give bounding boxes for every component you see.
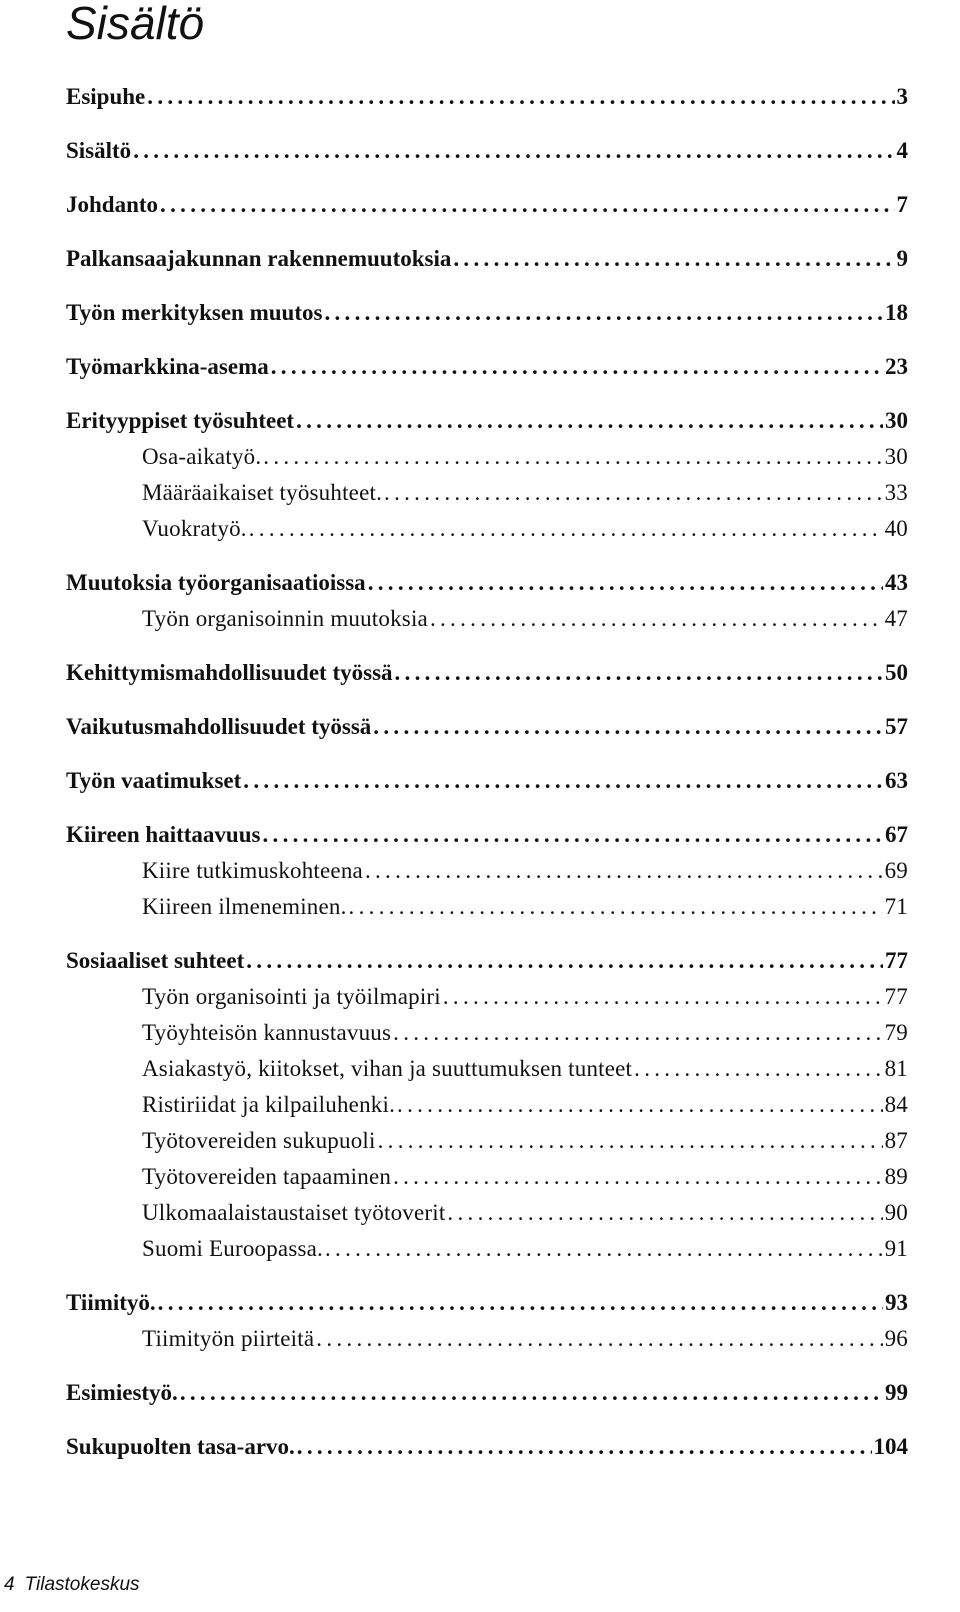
toc-entry-page: 77	[885, 948, 908, 973]
toc-entry[interactable]	[66, 408, 908, 442]
toc-entry-page: 99	[885, 1380, 908, 1405]
toc-entry-page: 4	[896, 138, 908, 163]
toc-subentry[interactable]	[66, 1128, 908, 1162]
dot-leader	[397, 1092, 883, 1118]
footer-page-number: 4	[4, 1574, 15, 1595]
toc-entry[interactable]	[66, 1434, 908, 1468]
toc-subentry[interactable]	[66, 1200, 908, 1234]
toc-entry-page: 77	[884, 984, 908, 1009]
toc-entry-page: 69	[884, 858, 908, 883]
toc-entry-title: Erityyppiset työsuhteet	[66, 408, 295, 433]
toc-entry[interactable]	[66, 138, 908, 172]
dot-leader	[246, 948, 883, 974]
toc-entry-title: Suomi Euroopassa.	[142, 1236, 323, 1261]
footer-publisher: Tilastokeskus	[24, 1574, 140, 1595]
toc-subentry[interactable]	[66, 1020, 908, 1054]
dot-leader	[249, 516, 883, 542]
dot-leader	[430, 606, 883, 632]
toc-entry-page: 30	[885, 408, 908, 433]
dot-leader	[365, 858, 883, 884]
toc-subentry[interactable]	[66, 1236, 908, 1270]
dot-leader	[393, 1020, 882, 1046]
dot-leader	[453, 246, 894, 272]
dot-leader	[443, 984, 883, 1010]
dot-leader	[262, 822, 883, 848]
toc-entry-page: 63	[885, 768, 908, 793]
dot-leader	[160, 192, 894, 218]
toc-entry-page: 96	[884, 1326, 908, 1351]
toc-entry[interactable]	[66, 768, 908, 802]
toc-entry-title: Esimiestyö.	[66, 1380, 178, 1405]
dot-leader	[373, 714, 883, 740]
toc-subentry[interactable]	[66, 858, 908, 892]
toc-entry-title: Työmarkkina-asema	[66, 354, 269, 379]
toc-entry-title: Palkansaajakunnan rakennemuutoksia	[66, 246, 452, 271]
toc-entry[interactable]	[66, 660, 908, 694]
toc-entry-page: 3	[896, 84, 908, 109]
toc-entry[interactable]	[66, 714, 908, 748]
toc-entry-page: 93	[885, 1290, 908, 1315]
dot-leader	[325, 1236, 883, 1262]
toc-subentry[interactable]	[66, 1056, 908, 1090]
dot-leader	[243, 768, 883, 794]
dot-leader	[147, 84, 894, 110]
toc-entry-title: Työn organisointi ja työilmapiri	[142, 984, 441, 1009]
toc-entry[interactable]	[66, 354, 908, 388]
toc-entry-title: Asiakastyö, kiitokset, vihan ja suuttumuksen tunteet	[142, 1056, 633, 1081]
toc-entry-page: 33	[884, 480, 908, 505]
toc-entry-title: Kiire tutkimuskohteena	[142, 858, 363, 883]
dot-leader	[393, 1164, 883, 1190]
dot-leader	[263, 444, 882, 470]
toc-entry-page: 67	[885, 822, 908, 847]
toc-subentry[interactable]	[66, 1164, 908, 1198]
toc-entry-title: Esipuhe	[66, 84, 146, 109]
dot-leader	[133, 138, 894, 164]
toc-entry-page: 30	[884, 444, 908, 469]
toc-entry-page: 104	[873, 1434, 908, 1459]
dot-leader	[447, 1200, 882, 1226]
toc-entry-page: 90	[884, 1200, 908, 1225]
toc-subentry[interactable]	[66, 1092, 908, 1126]
toc-entry-title: Osa-aikatyö.	[142, 444, 262, 469]
toc-entry-title: Muutoksia työorganisaatioissa	[66, 570, 366, 595]
dot-leader	[158, 1290, 883, 1316]
toc-entry-page: 87	[884, 1128, 908, 1153]
page-title: Sisältö	[66, 0, 205, 49]
dot-leader	[368, 570, 883, 596]
toc-entry-title: Työn vaatimukset	[66, 768, 242, 793]
dot-leader	[634, 1056, 882, 1082]
toc-entry-page: 18	[885, 300, 908, 325]
dot-leader	[316, 1326, 882, 1352]
toc-entry[interactable]	[66, 948, 908, 982]
toc-entry-title: Työyhteisön kannustavuus	[142, 1020, 392, 1045]
toc-entry-page: 9	[896, 246, 908, 271]
dot-leader	[349, 894, 883, 920]
toc-entry[interactable]	[66, 1290, 908, 1324]
toc-entry-title: Sisältö	[66, 138, 132, 163]
toc-entry-title: Tiimityön piirteitä	[142, 1326, 315, 1351]
toc-subentry[interactable]	[66, 480, 908, 514]
toc-entry-title: Kiireen haittaavuus	[66, 822, 261, 847]
toc-subentry[interactable]	[66, 1326, 908, 1360]
toc-entry-title: Vuokratyö.	[142, 516, 247, 541]
toc-entry[interactable]	[66, 822, 908, 856]
toc-entry-page: 40	[884, 516, 908, 541]
toc-entry-page: 84	[884, 1092, 908, 1117]
toc-entry-page: 47	[884, 606, 908, 631]
toc-entry-title: Työtovereiden tapaaminen	[142, 1164, 392, 1189]
toc-entry-page: 43	[885, 570, 908, 595]
toc-entry-page: 79	[884, 1020, 908, 1045]
toc-entry-page: 89	[884, 1164, 908, 1189]
toc-entry-title: Tiimityö.	[66, 1290, 156, 1315]
toc-entry[interactable]	[66, 300, 908, 334]
toc-entry-title: Työtovereiden sukupuoli	[142, 1128, 376, 1153]
toc-entry[interactable]	[66, 84, 908, 118]
toc-entry-page: 50	[885, 660, 908, 685]
toc-entry-title: Määräaikaiset työsuhteet.	[142, 480, 383, 505]
toc-entry-title: Sosiaaliset suhteet	[66, 948, 245, 973]
toc-subentry[interactable]	[66, 444, 908, 478]
toc-subentry[interactable]	[66, 606, 908, 640]
toc-entry[interactable]	[66, 192, 908, 226]
dot-leader	[378, 1128, 883, 1154]
toc-entry-page: 23	[885, 354, 908, 379]
toc-entry-page: 81	[884, 1056, 908, 1081]
page-footer	[4, 1574, 140, 1596]
toc-subentry[interactable]	[66, 516, 908, 550]
toc-entry-title: Ulkomaalaistaustaiset työtoverit	[142, 1200, 446, 1225]
toc-entry[interactable]	[66, 246, 908, 280]
toc-entry-page: 91	[884, 1236, 908, 1261]
toc-entry-title: Ristiriidat ja kilpailuhenki.	[142, 1092, 396, 1117]
dot-leader	[384, 480, 883, 506]
toc-entry-page: 71	[884, 894, 908, 919]
toc-subentry[interactable]	[66, 894, 908, 928]
dot-leader	[324, 300, 883, 326]
toc-subentry[interactable]	[66, 984, 908, 1018]
toc-entry-title: Sukupuolten tasa-arvo.	[66, 1434, 295, 1459]
dot-leader	[180, 1380, 883, 1406]
toc-entry-title: Työn merkityksen muutos	[66, 300, 323, 325]
dot-leader	[271, 354, 883, 380]
toc-entry-title: Työn organisoinnin muutoksia	[142, 606, 428, 631]
toc-entry-page: 7	[896, 192, 908, 217]
toc-entry[interactable]	[66, 1380, 908, 1414]
toc-entry[interactable]	[66, 570, 908, 604]
toc-entry-title: Kiireen ilmeneminen.	[142, 894, 347, 919]
dot-leader	[395, 660, 883, 686]
toc-entry-title: Johdanto	[66, 192, 159, 217]
dot-leader	[297, 1434, 872, 1460]
toc-entry-title: Kehittymismahdollisuudet työssä	[66, 660, 393, 685]
toc-entry-page: 57	[885, 714, 908, 739]
dot-leader	[296, 408, 883, 434]
table-of-contents	[66, 0, 908, 1560]
toc-entry-title: Vaikutusmahdollisuudet työssä	[66, 714, 372, 739]
